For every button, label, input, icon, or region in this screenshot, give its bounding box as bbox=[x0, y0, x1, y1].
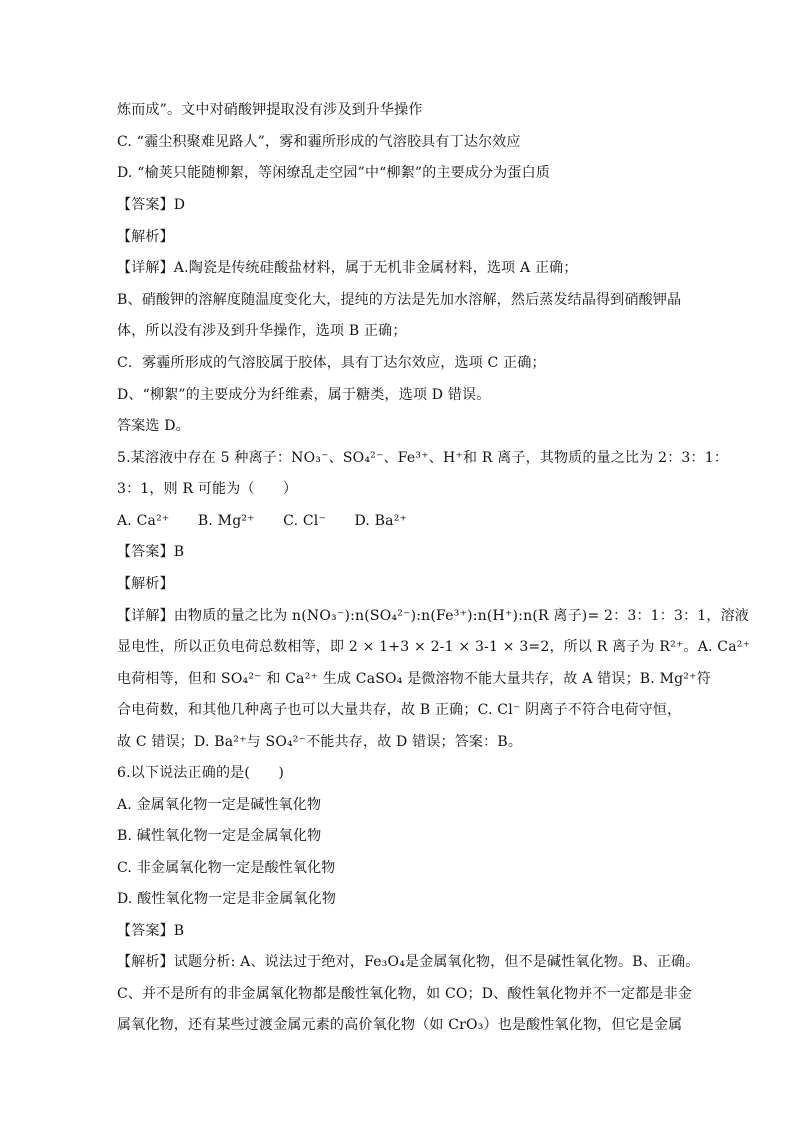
answer-label: 【答案】B bbox=[117, 923, 185, 939]
question-6-option-b: B. 碱性氧化物一定是金属氧化物 bbox=[117, 828, 322, 844]
option-d-line: D. “榆荚只能随柳絮，等闲缭乱走空园”中“柳絮”的主要成分为蛋白质 bbox=[117, 165, 551, 181]
text-line: 合电荷数，和其他几种离子也可以大量共存，故 B 正确；C. Cl⁻ 阴离子不符合电荷守恒， bbox=[117, 702, 682, 718]
text-line: 故 C 错误；D. Ba²⁺与 SO₄²⁻不能共存，故 D 错误；答案：B。 bbox=[117, 734, 523, 750]
question-6-stem: 6.以下说法正确的是( ) bbox=[117, 765, 285, 781]
text-line: 电荷相等，但和 SO₄²⁻ 和 Ca²⁺ 生成 CaSO₄ 是微溶物不能大量共存，故 A 错误；B. Mg²⁺符 bbox=[117, 671, 711, 687]
answer-label: 【答案】B bbox=[117, 544, 185, 560]
question-6-option-c: C. 非金属氧化物一定是酸性氧化物 bbox=[117, 860, 336, 876]
text-line: C、并不是所有的非金属氧化物都是酸性氧化物，如 CO；D、酸性氧化物并不一定都是非金 bbox=[117, 986, 692, 1002]
text-line: B、硝酸钾的溶解度随温度变化大，提纯的方法是先加水溶解，然后蒸发结晶得到硝酸钾晶 bbox=[117, 292, 682, 308]
answer-label: 【答案】D bbox=[117, 197, 186, 213]
analysis-label: 【解析】 bbox=[117, 576, 174, 592]
analysis-label: 【解析】 bbox=[117, 229, 174, 245]
detail-line: 【详解】A.陶瓷是传统硅酸盐材料，属于无机非金属材料，选项 A 正确； bbox=[117, 260, 578, 276]
question-6-option-a: A. 金属氧化物一定是碱性氧化物 bbox=[117, 797, 322, 813]
text-line: 体，所以没有涉及到升华操作，选项 B 正确； bbox=[117, 323, 407, 339]
analysis-line: 【解析】试题分析: A、说法过于绝对，Fe₃O₄是金属氧化物，但不是碱性氧化物。B、正确。 bbox=[117, 954, 700, 970]
text-line: 炼而成”。文中对硝酸钾提取没有涉及到升华操作 bbox=[117, 102, 423, 118]
text-line: D、“柳絮”的主要成分为纤维素，属于糖类，选项 D 错误。 bbox=[117, 387, 491, 403]
question-5-stem: 5.某溶液中存在 5 种离子：NO₃⁻、SO₄²⁻、Fe³⁺、H⁺和 R 离子，其物质的量之比为 2：3：1： bbox=[117, 450, 729, 466]
text-line: 答案选 D。 bbox=[117, 418, 190, 434]
option-c-line: C. “霾尘积聚难见路人”，雾和霾所形成的气溶胶具有丁达尔效应 bbox=[117, 134, 521, 150]
detail-line: 【详解】由物质的量之比为 n(NO₃⁻):n(SO₄²⁻):n(Fe³⁺):n(H⁺):n(R 离子)= 2：3：1：3：1，溶液 bbox=[117, 608, 749, 624]
text-line: C．雾霾所形成的气溶胶属于胶体，具有丁达尔效应，选项 C 正确； bbox=[117, 355, 546, 371]
text-line: 显电性，所以正负电荷总数相等，即 2 × 1+3 × 2-1 × 3-1 × 3=2，所以 R 离子为 R²⁺。A. Ca²⁺ bbox=[117, 639, 751, 655]
question-5-stem-cont: 3：1，则 R 可能为（ ） bbox=[117, 481, 298, 497]
question-5-options: A. Ca²⁺ B. Mg²⁺ C. Cl⁻ D. Ba²⁺ bbox=[117, 513, 408, 529]
text-line: 属氧化物，还有某些过渡金属元素的高价氧化物（如 CrO₃）也是酸性氧化物，但它是金属 bbox=[117, 1017, 683, 1033]
question-6-option-d: D. 酸性氧化物一定是非金属氧化物 bbox=[117, 891, 337, 907]
